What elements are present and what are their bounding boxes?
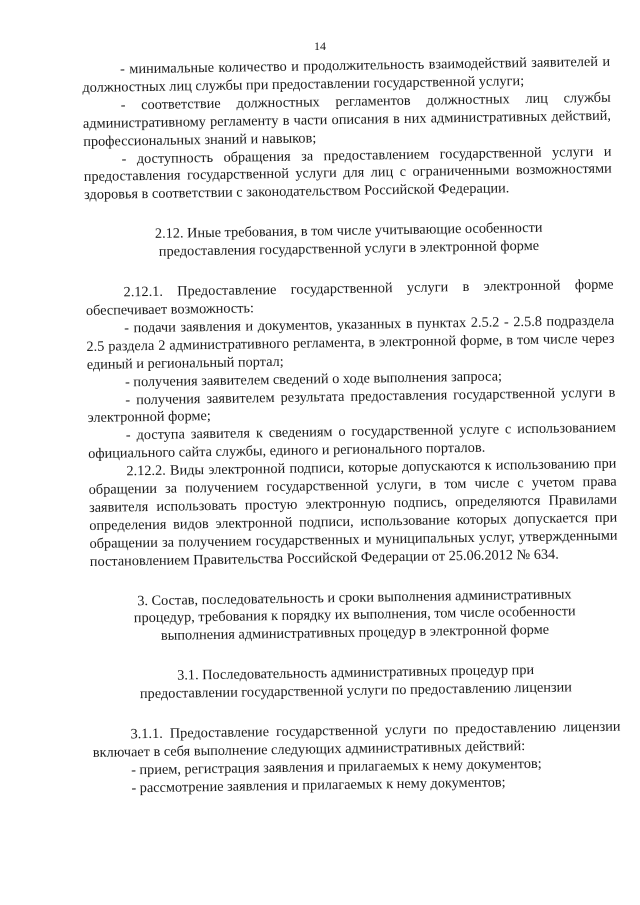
- paragraph: - минимальные количество и продолжительность взаимодействий заявителей и должностных лиц службы при предоставлении государственной услуги;: [82, 53, 611, 96]
- document-body: [82, 54, 622, 799]
- paragraph: 2.12.1. Предоставление государственной услуги в электронной форме обеспечивает возможность:: [85, 276, 614, 319]
- paragraph: 2.12.2. Виды электронной подписи, которые допускаются к использованию при обращении за получением государственной услуги, в том числе с учетом права заявителя использовать простую электронную подпись, определяются Правилами определения видов электронной подписи, использование которых допускается при обращении за получением государственных и муниципальных услуг, утвержденными постановлением Правительства Российской Федерации от 25.06.2012 № 634.: [88, 455, 618, 570]
- section-heading-3-1: 3.1. Последовательность административных процедур при предоставлении государственной услуги по предоставлению лицензии: [139, 662, 572, 703]
- list-item: - прием, регистрация заявления и прилагаемых к нему документов;: [131, 755, 542, 779]
- section-heading-3: 3. Состав, последовательность и сроки выполнения административных процедур, требования к порядку их выполнения, том числе особенности выполнения административных процедур в электронной форме: [133, 585, 576, 645]
- list-item: - рассмотрение заявления и прилагаемых к нему документов;: [131, 774, 506, 797]
- paragraph: - получения заявителем результата предоставления государственной услуги в электронной форме;: [87, 384, 616, 427]
- paragraph: - получения заявителем сведений о ходе выполнения запроса;: [124, 368, 503, 390]
- paragraph: - доступа заявителя к сведениям о государственной услуге с использованием официального сайта службы, единого и регионального порталов.: [88, 419, 616, 463]
- paragraph: - соответствие должностных регламентов должностных лиц службы административному регламенту в части описания в них административных действий, профессиональных знаний и навыков;: [82, 89, 612, 150]
- page-number: 14: [314, 39, 326, 53]
- paragraph: - доступность обращения за предоставлением государственной услуги и предоставления государственной услуги для лиц с ограниченными возможностями здоровья в соответствии с законодательством Российской Федерации.: [83, 143, 612, 204]
- section-heading-2-12: 2.12. Иные требования, в том числе учитывающие особенности предоставления государственной услуги в электронной форме: [154, 220, 543, 260]
- paragraph: 3.1.1. Предоставление государственной услуги по предоставлению лицензии включает в себя выполнение следующих административных действий:: [92, 718, 621, 761]
- paragraph: - подачи заявления и документов, указанных в пунктах 2.5.2 - 2.5.8 подраздела 2.5 раздела 2 административного регламента, в электронной форме, в том числе через единый и региональный портал;: [86, 312, 615, 373]
